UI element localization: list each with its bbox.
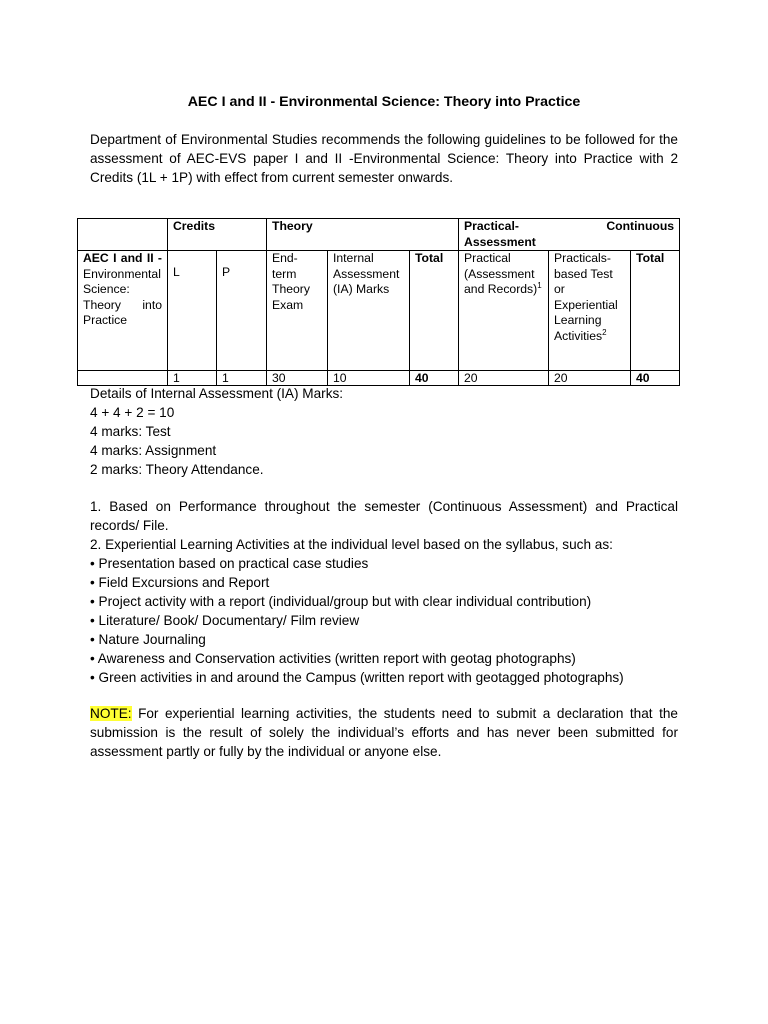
footnote-1-line1: 1. Based on Performance throughout the semester (Continuous Assessment) and Practical — [90, 499, 678, 514]
practical-assessment-text: Practical (Assessment and Records) — [464, 251, 538, 296]
ia-line: 4 marks: Test — [90, 424, 171, 439]
note-label: NOTE: — [90, 706, 132, 721]
footnote-ref-1: 1 — [537, 280, 542, 290]
credits-header: Credits — [168, 219, 267, 251]
theory-total-label: Total — [410, 251, 459, 371]
practical-continuous-assessment-header — [459, 219, 680, 251]
practicals-based-text: Practicals-based Test or Experiential Learning Activities — [554, 251, 618, 343]
practical-header-part1: Practical- — [464, 219, 519, 233]
footnote-1-line2: records/ File. — [90, 518, 169, 533]
practical-assessment-records-label — [459, 251, 549, 371]
lecture-credit-value: 1 — [168, 371, 217, 386]
practical-total-value: 40 — [631, 371, 680, 386]
end-term-theory-exam-label: End-term Theory Exam — [267, 251, 328, 371]
subject-cell — [78, 251, 168, 371]
bullet-item: • Literature/ Book/ Documentary/ Film review — [90, 613, 360, 628]
bullet-item: • Green activities in and around the Campus (written report with geotagged photographs) — [90, 670, 624, 685]
footnote-2: 2. Experiential Learning Activities at the individual level based on the syllabus, such as: — [90, 537, 613, 552]
ia-line: 4 marks: Assignment — [90, 443, 217, 458]
assessment-table — [77, 218, 680, 386]
internal-assessment-label: Internal Assessment (IA) Marks — [328, 251, 410, 371]
practicals-based-test-label — [549, 251, 631, 371]
bullet-item: • Nature Journaling — [90, 632, 206, 647]
bullet-item: • Field Excursions and Report — [90, 575, 270, 590]
ia-line: 4 + 4 + 2 = 10 — [90, 405, 175, 420]
practical-value: 20 — [459, 371, 549, 386]
ia-details-section — [90, 384, 678, 479]
end-term-value: 30 — [267, 371, 328, 386]
bullet-item: • Presentation based on practical case studies — [90, 556, 369, 571]
practical-header-part2: Continuous — [606, 219, 675, 233]
ia-heading: Details of Internal Assessment (IA) Marks: — [90, 386, 344, 401]
practical-credit-value: 1 — [217, 371, 267, 386]
bullet-item: • Awareness and Conservation activities (written report with geotag photographs) — [90, 651, 576, 666]
theory-header: Theory — [267, 219, 459, 251]
ia-line: 2 marks: Theory Attendance. — [90, 462, 264, 477]
bullet-item: • Project activity with a report (individual/group but with clear individual contribution) — [90, 594, 592, 609]
subject-line2: Environmental Science: Theory into Practice — [83, 266, 162, 327]
lecture-col-label: L — [168, 251, 217, 371]
footnotes-section — [90, 497, 678, 687]
practical-total-label: Total — [631, 251, 680, 371]
practical-header-part3: Assessment — [464, 234, 536, 249]
note-paragraph — [90, 704, 678, 761]
footnote-ref-2: 2 — [602, 327, 607, 337]
practical-col-label: P — [217, 251, 267, 371]
table-header-row — [78, 219, 680, 251]
internal-assessment-value: 10 — [328, 371, 410, 386]
empty-header-cell — [78, 219, 168, 251]
theory-total-value: 40 — [410, 371, 459, 386]
intro-paragraph: Department of Environmental Studies recommends the following guidelines to be followed for the assessment of AEC-EVS paper I and II -Environmental Science: Theory into Practice with 2 Credits (1L + 1P) with effect from current semester onwards. — [90, 132, 678, 185]
table-subheader-row — [78, 251, 680, 371]
practicals-based-value: 20 — [549, 371, 631, 386]
subject-line1: AEC I and II - — [83, 251, 162, 265]
note-text: For experiential learning activities, the students need to submit a declaration that the submission is the result of solely the individual’s efforts and has never been submitted for assessment partly or fully by the individual or anyone else. — [90, 706, 678, 759]
document-title: AEC I and II - Environmental Science: Theory into Practice — [187, 94, 581, 110]
